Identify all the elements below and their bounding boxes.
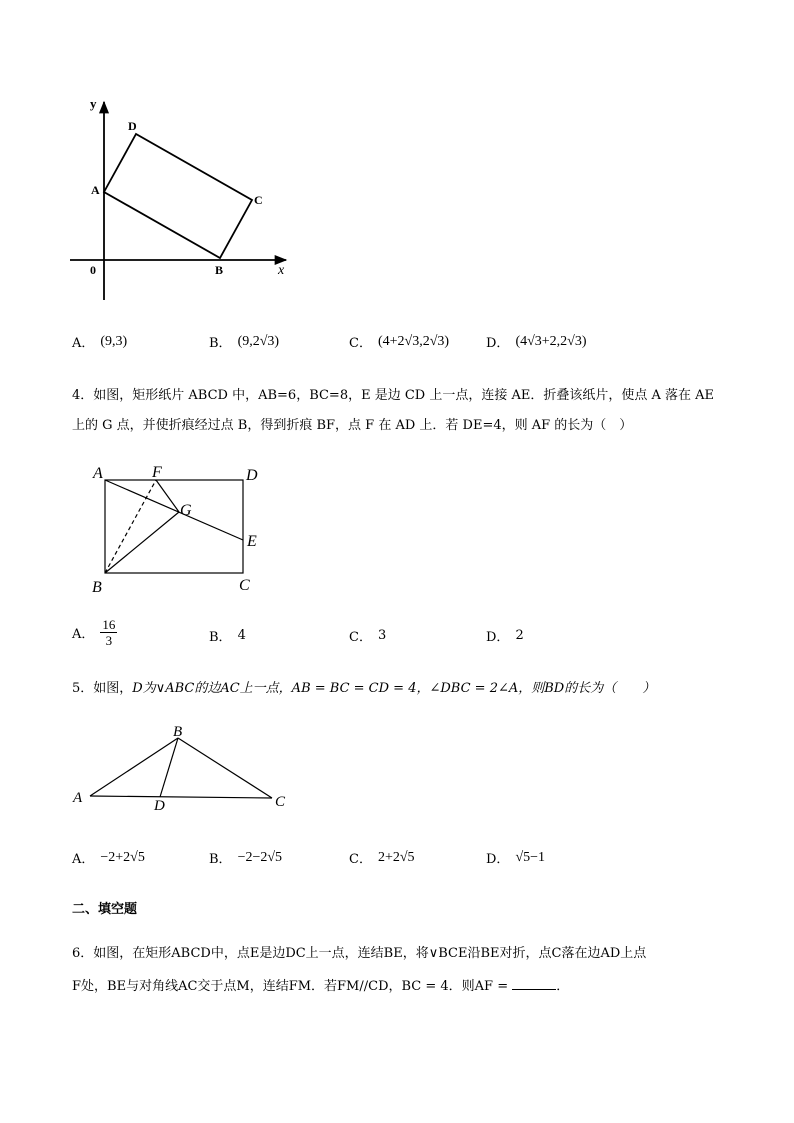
q5-label-c: C xyxy=(275,794,286,810)
y-axis-label: y xyxy=(90,96,97,111)
coordinate-figure xyxy=(60,90,310,310)
q5-option-b[interactable] xyxy=(209,848,282,867)
q6-text-line-2 xyxy=(72,975,569,994)
q3-option-a[interactable] xyxy=(72,332,127,351)
q4-option-a-denominator: 3 xyxy=(105,633,113,648)
q5-option-a[interactable] xyxy=(72,848,145,867)
q5-option-d-value: √5−1 xyxy=(515,849,546,865)
q4-option-c-value: 3 xyxy=(377,628,387,643)
q4-option-d-value: 2 xyxy=(515,628,524,643)
q5-option-a-label: A． xyxy=(72,852,95,867)
point-b-label: B xyxy=(215,263,224,277)
point-d-label: D xyxy=(128,119,137,133)
q4-label-g: G xyxy=(180,502,192,519)
q5-option-c[interactable] xyxy=(349,848,415,867)
q3-option-c-label: C． xyxy=(349,336,372,351)
segment-ae xyxy=(105,480,243,540)
q4-label-f: F xyxy=(152,464,162,481)
segment-ab xyxy=(90,738,178,796)
q5-body: D为∨ABC的边AC上一点，AB = BC = CD = 4，∠DBC = 2∠A，则BD的长为（ ） xyxy=(132,681,656,696)
q5-triangle-figure xyxy=(70,722,300,814)
q4-option-b-label: B． xyxy=(209,630,232,645)
q4-option-b-value: 4 xyxy=(237,628,246,643)
q6-line-2-body: F处，BE与对角线AC交于点M，连结FM．若FM//CD，BC = 4．则AF = xyxy=(72,979,509,994)
q3-option-b-label: B． xyxy=(209,336,232,351)
point-c-label: C xyxy=(254,193,263,207)
q4-label-b: B xyxy=(92,579,102,596)
q3-option-d[interactable] xyxy=(486,332,587,351)
q6-line-2-end: ． xyxy=(556,979,570,994)
q4-label-c: C xyxy=(239,577,250,594)
q4-figure xyxy=(86,460,276,600)
point-a-label: A xyxy=(91,183,100,197)
q3-option-a-label: A． xyxy=(72,336,95,351)
q3-option-d-value: (4√3+2,2√3) xyxy=(515,333,587,349)
q3-option-c[interactable] xyxy=(349,332,449,351)
section-title-fill-in: 二、填空题 xyxy=(72,902,138,917)
q4-option-d-label: D． xyxy=(486,630,510,645)
segment-ac xyxy=(90,796,272,798)
q5-option-d-label: D． xyxy=(486,852,510,867)
q4-option-b[interactable] xyxy=(209,626,246,645)
q3-option-d-label: D． xyxy=(486,336,510,351)
fold-line-bf xyxy=(105,480,156,573)
q5-option-b-value: −2−2√5 xyxy=(237,849,283,865)
q5-option-a-value: −2+2√5 xyxy=(100,849,145,865)
segment-bg xyxy=(105,512,179,573)
q4-option-d[interactable] xyxy=(486,626,524,645)
q3-option-a-value: (9,3) xyxy=(100,333,128,349)
origin-label: 0 xyxy=(90,263,96,277)
q4-label-e: E xyxy=(247,533,257,550)
q4-option-a[interactable] xyxy=(72,617,117,648)
q3-option-b[interactable] xyxy=(209,332,279,351)
q5-label-d: D xyxy=(154,798,165,814)
q5-text xyxy=(72,677,655,696)
segment-bd xyxy=(160,738,178,797)
q4-label-a: A xyxy=(93,465,103,482)
q3-option-b-value: (9,2√3) xyxy=(237,333,280,349)
q5-option-c-value: 2+2√5 xyxy=(377,849,415,865)
q5-option-c-label: C． xyxy=(349,852,372,867)
q5-label-b: B xyxy=(173,724,183,740)
x-axis-label: x xyxy=(278,263,285,278)
q5-option-d[interactable] xyxy=(486,848,545,867)
segment-bc xyxy=(178,738,272,798)
q5-option-b-label: B． xyxy=(209,852,232,867)
q4-label-d: D xyxy=(246,467,258,484)
q4-option-a-numerator: 16 xyxy=(102,617,116,632)
q4-text-line-1: 4．如图，矩形纸片 ABCD 中，AB=6，BC=8，E 是边 CD 上一点，连接 AE．折叠该纸片，使点 A 落在 AE xyxy=(72,388,715,403)
q4-option-c[interactable] xyxy=(349,626,386,645)
q6-answer-blank[interactable] xyxy=(512,977,556,990)
rectangle-abcd xyxy=(104,134,252,258)
q4-option-c-label: C． xyxy=(349,630,372,645)
q3-option-c-value: (4+2√3,2√3) xyxy=(377,333,450,349)
q4-text-line-2: 上的 G 点，并使折痕经过点 B，得到折痕 BF，点 F 在 AD 上．若 DE=4，则 AF 的长为（ ） xyxy=(72,418,633,433)
q5-label-a: A xyxy=(73,790,83,806)
q4-option-a-fraction xyxy=(100,617,117,648)
q5-prefix: 5．如图， xyxy=(72,681,133,696)
q4-option-a-label: A． xyxy=(72,627,95,642)
rectangle-abcd xyxy=(105,480,243,573)
q6-text-line-1: 6．如图，在矩形ABCD中，点E是边DC上一点，连结BE，将∨BCE沿BE对折，点C落在边AD上点 xyxy=(72,946,647,961)
